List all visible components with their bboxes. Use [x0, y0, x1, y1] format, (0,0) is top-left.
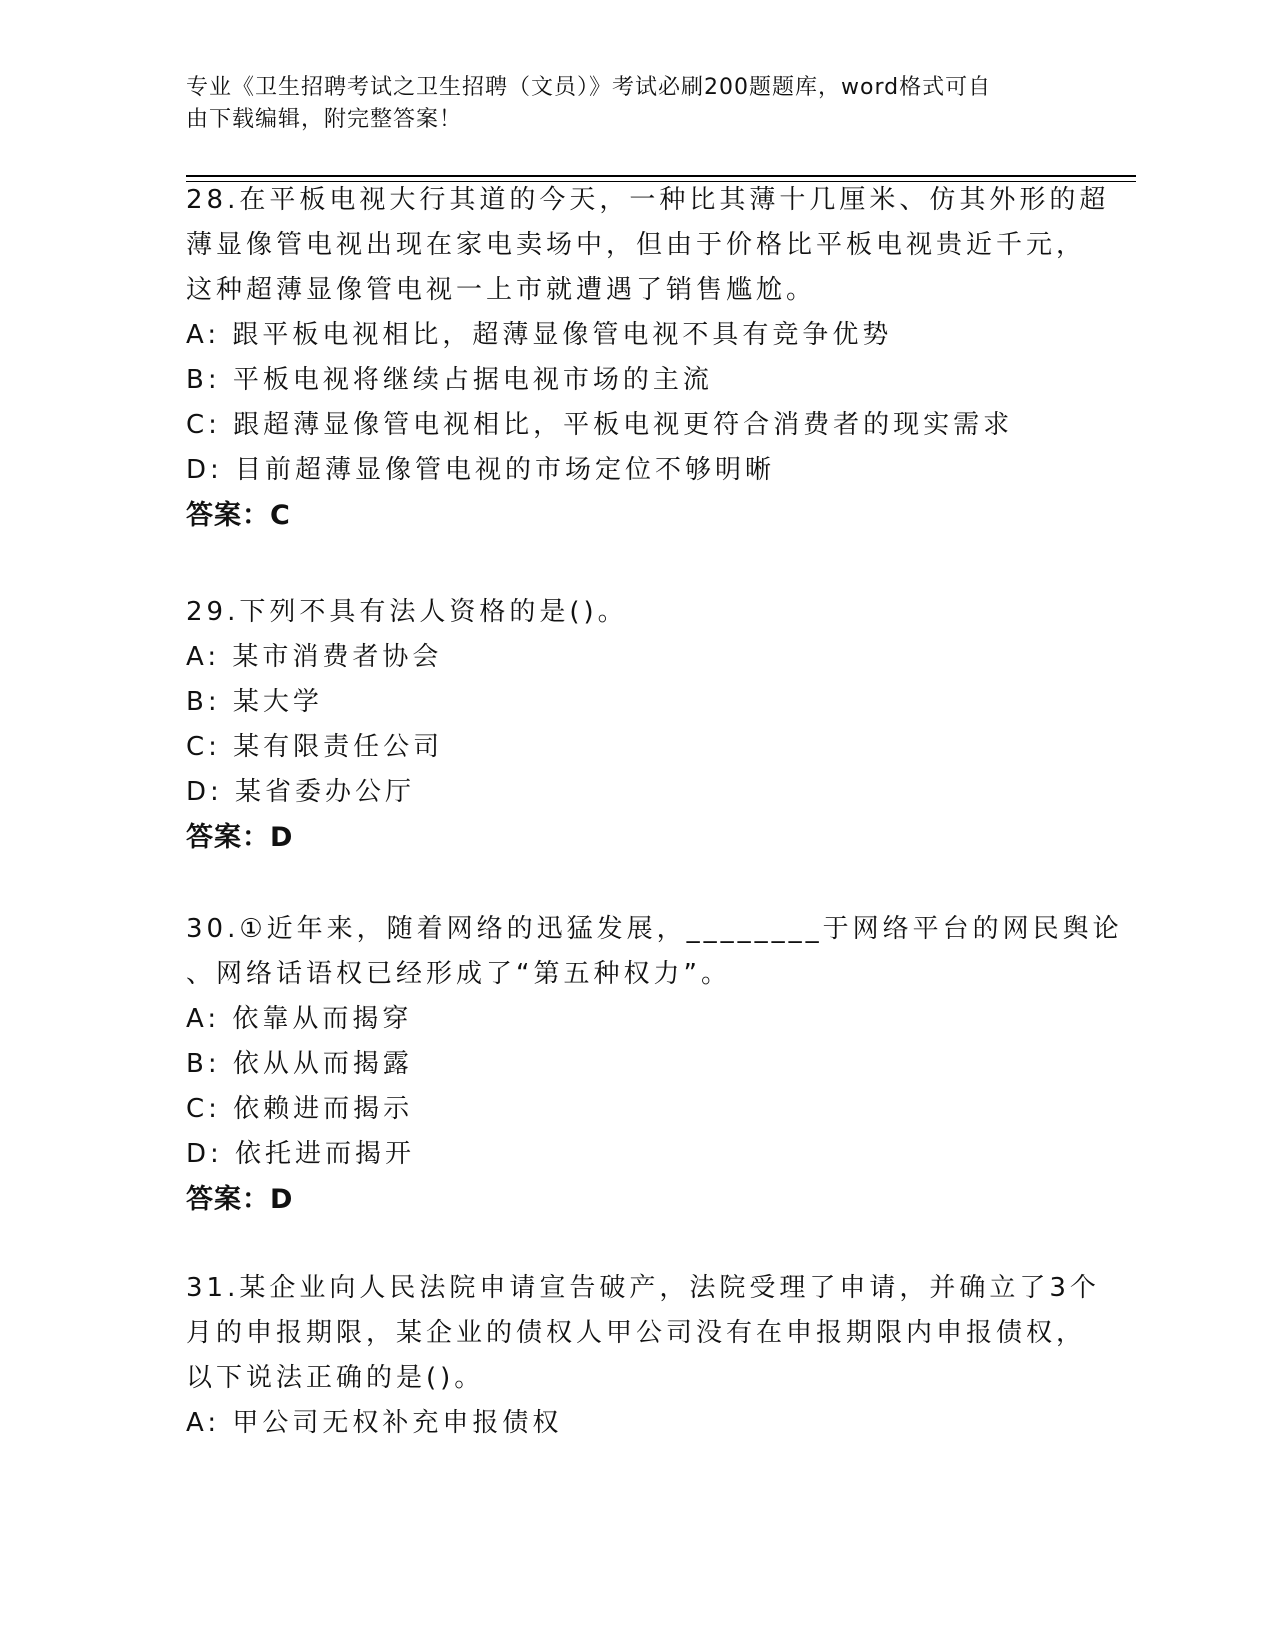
option-d: D: 依托进而揭开 — [186, 1139, 416, 1169]
header-line-2: 由下载编辑，附完整答案！ — [186, 107, 463, 132]
option-d: D: 某省委办公厅 — [186, 777, 416, 807]
option-b: B: 依从从而揭露 — [186, 1049, 413, 1079]
option-b: B: 平板电视将继续占据电视市场的主流 — [186, 365, 713, 395]
option-a: A: 某市消费者协会 — [186, 642, 443, 672]
question-28 — [186, 178, 1110, 538]
question-text-line: 、网络话语权已经形成了“第五种权力”。 — [186, 959, 731, 989]
question-text-line: 30.①近年来，随着网络的迅猛发展，________于网络平台的网民舆论 — [186, 914, 1123, 944]
option-c: C: 依赖进而揭示 — [186, 1094, 414, 1124]
option-a: A: 甲公司无权补充申报债权 — [186, 1408, 563, 1438]
answer-label: 答案：C — [186, 500, 291, 531]
question-text-line: 这种超薄显像管电视一上市就遭遇了销售尴尬。 — [186, 275, 817, 305]
question-text-line: 29.下列不具有法人资格的是()。 — [186, 597, 628, 627]
document-header — [186, 72, 1066, 136]
option-b: B: 某大学 — [186, 687, 323, 717]
option-c: C: 跟超薄显像管电视相比，平板电视更符合消费者的现实需求 — [186, 410, 1014, 440]
question-30 — [186, 907, 1123, 1222]
option-a: A: 依靠从而揭穿 — [186, 1004, 413, 1034]
question-text-line: 31.某企业向人民法院申请宣告破产，法院受理了申请，并确立了3个 — [186, 1273, 1100, 1303]
header-line-1: 专业《卫生招聘考试之卫生招聘（文员）》考试必刷200题题库，word格式可自 — [186, 75, 992, 100]
option-a: A: 跟平板电视相比，超薄显像管电视不具有竞争优势 — [186, 320, 893, 350]
answer-label: 答案：D — [186, 822, 294, 853]
question-text-line: 月的申报期限，某企业的债权人甲公司没有在申报期限内申报债权， — [186, 1318, 1087, 1348]
answer-label: 答案：D — [186, 1184, 294, 1215]
option-c: C: 某有限责任公司 — [186, 732, 444, 762]
option-d: D: 目前超薄显像管电视的市场定位不够明晰 — [186, 455, 776, 485]
question-text-line: 以下说法正确的是()。 — [186, 1363, 485, 1393]
question-text-line: 28.在平板电视大行其道的今天，一种比其薄十几厘米、仿其外形的超 — [186, 185, 1110, 215]
header-divider-thick — [186, 175, 1136, 177]
question-31 — [186, 1266, 1100, 1446]
question-29 — [186, 590, 1086, 860]
question-text-line: 薄显像管电视出现在家电卖场中，但由于价格比平板电视贵近千元， — [186, 230, 1087, 260]
